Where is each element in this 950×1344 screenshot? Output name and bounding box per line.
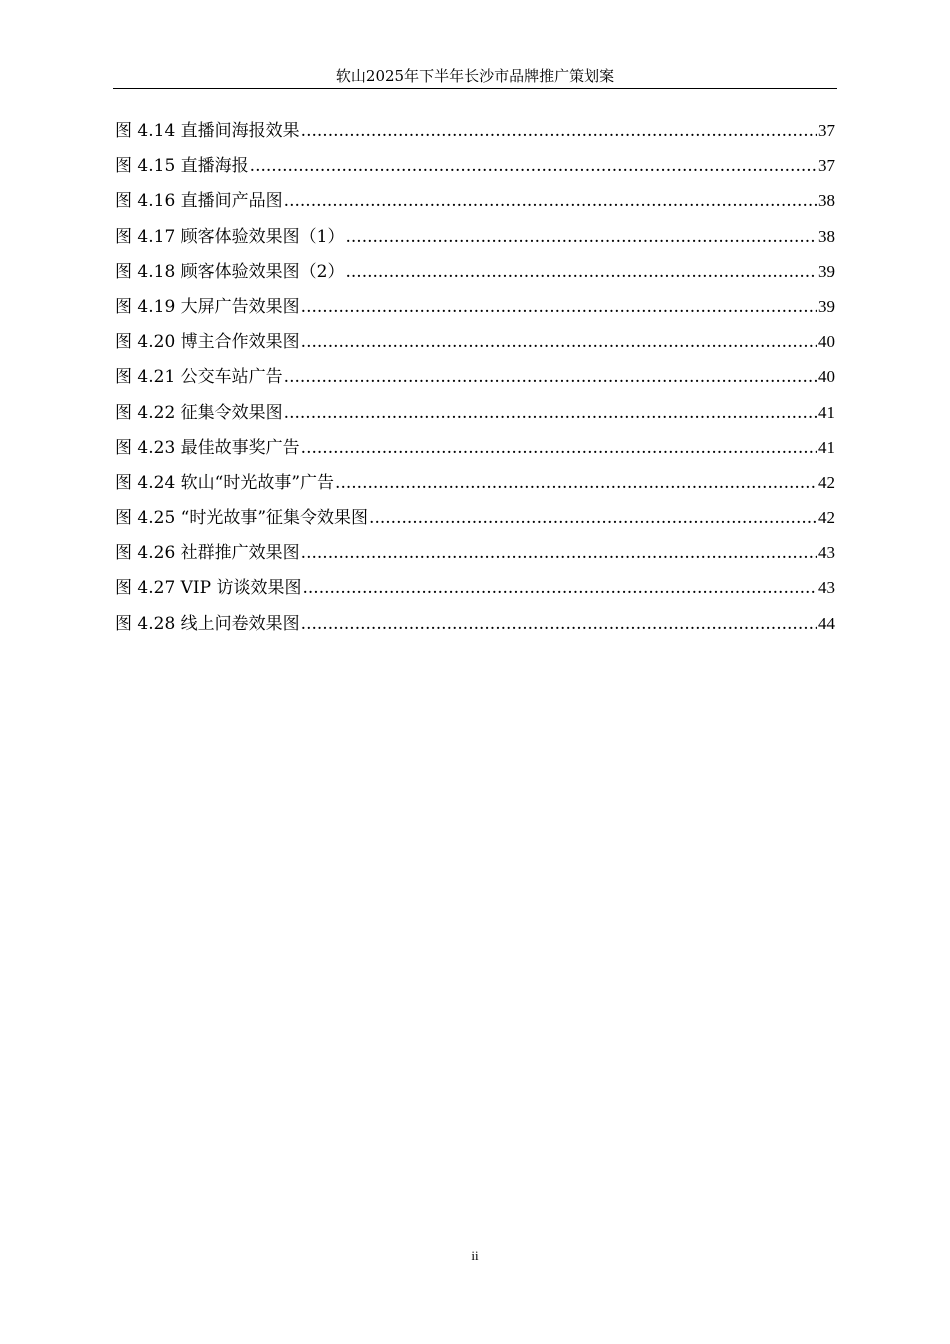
toc-entry-label: 图 4.22 征集令效果图 [115, 402, 283, 423]
toc-entry-page: 43 [818, 578, 835, 598]
toc-entry[interactable] [115, 188, 835, 223]
dot-leader [335, 470, 817, 496]
dot-leader [301, 540, 817, 566]
dot-leader [369, 505, 817, 531]
toc-entry-label: 图 4.19 大屏广告效果图 [115, 296, 300, 317]
toc-entry-label: 图 4.21 公交车站广告 [115, 367, 283, 388]
dot-leader [345, 224, 817, 250]
toc-entry-label: 图 4.18 顾客体验效果图（2） [115, 261, 345, 282]
toc-entry[interactable] [115, 259, 835, 294]
toc-entry-page: 44 [818, 613, 835, 633]
toc-entry-page: 40 [818, 367, 835, 387]
header-title: 软山2025年下半年长沙市品牌推广策划案 [335, 67, 615, 85]
toc-entry[interactable] [115, 294, 835, 329]
dot-leader [301, 294, 817, 320]
running-header [113, 66, 837, 89]
dot-leader [345, 259, 817, 285]
toc-entry[interactable] [115, 329, 835, 364]
toc-entry-label: 图 4.23 最佳故事奖广告 [115, 437, 300, 458]
toc-entry-label: 图 4.17 顾客体验效果图（1） [115, 226, 345, 247]
toc-entry-page: 41 [818, 437, 835, 457]
page-footer [0, 1248, 950, 1264]
toc-entry[interactable] [115, 540, 835, 575]
toc-entry-page: 40 [818, 332, 835, 352]
toc-entry-page: 38 [818, 226, 835, 246]
dot-leader [250, 153, 817, 179]
toc-entry[interactable] [115, 611, 835, 646]
toc-entry-page: 37 [818, 121, 835, 140]
toc-entry-page: 42 [818, 472, 835, 492]
toc-entry-page: 43 [818, 543, 835, 563]
toc-entry-page: 38 [818, 191, 835, 211]
toc-entry-label: 图 4.26 社群推广效果图 [115, 543, 300, 564]
toc-entry-label: 图 4.15 直播海报 [115, 156, 249, 177]
toc-entry[interactable] [115, 364, 835, 399]
toc-entry[interactable] [115, 470, 835, 505]
page-number: ii [471, 1248, 479, 1263]
figure-list [115, 118, 835, 646]
toc-entry[interactable] [115, 153, 835, 188]
toc-entry[interactable] [115, 224, 835, 259]
dot-leader [284, 400, 817, 426]
dot-leader [284, 188, 817, 214]
toc-entry-label: 图 4.28 线上问卷效果图 [115, 613, 300, 634]
dot-leader [301, 435, 817, 461]
toc-entry-page: 39 [818, 261, 835, 281]
toc-entry[interactable] [115, 505, 835, 540]
toc-entry-label: 图 4.24 软山“时光故事”广告 [115, 472, 335, 493]
dot-leader [301, 118, 817, 144]
toc-entry-label: 图 4.14 直播间海报效果 [115, 121, 300, 141]
toc-entry[interactable] [115, 400, 835, 435]
toc-entry-page: 41 [818, 402, 835, 422]
toc-entry-page: 42 [818, 508, 835, 528]
toc-entry[interactable] [115, 575, 835, 610]
toc-entry-label: 图 4.27 VIP 访谈效果图 [115, 578, 302, 599]
toc-entry-page: 37 [818, 156, 835, 176]
toc-entry[interactable] [115, 435, 835, 470]
toc-entry-page: 39 [818, 296, 835, 316]
toc-entry[interactable] [115, 118, 835, 153]
dot-leader [301, 611, 817, 637]
dot-leader [303, 575, 818, 601]
toc-entry-label: 图 4.16 直播间产品图 [115, 191, 283, 212]
toc-entry-label: 图 4.25 “时光故事”征集令效果图 [115, 508, 369, 529]
toc-entry-label: 图 4.20 博主合作效果图 [115, 332, 300, 353]
dot-leader [301, 329, 817, 355]
dot-leader [284, 364, 817, 390]
